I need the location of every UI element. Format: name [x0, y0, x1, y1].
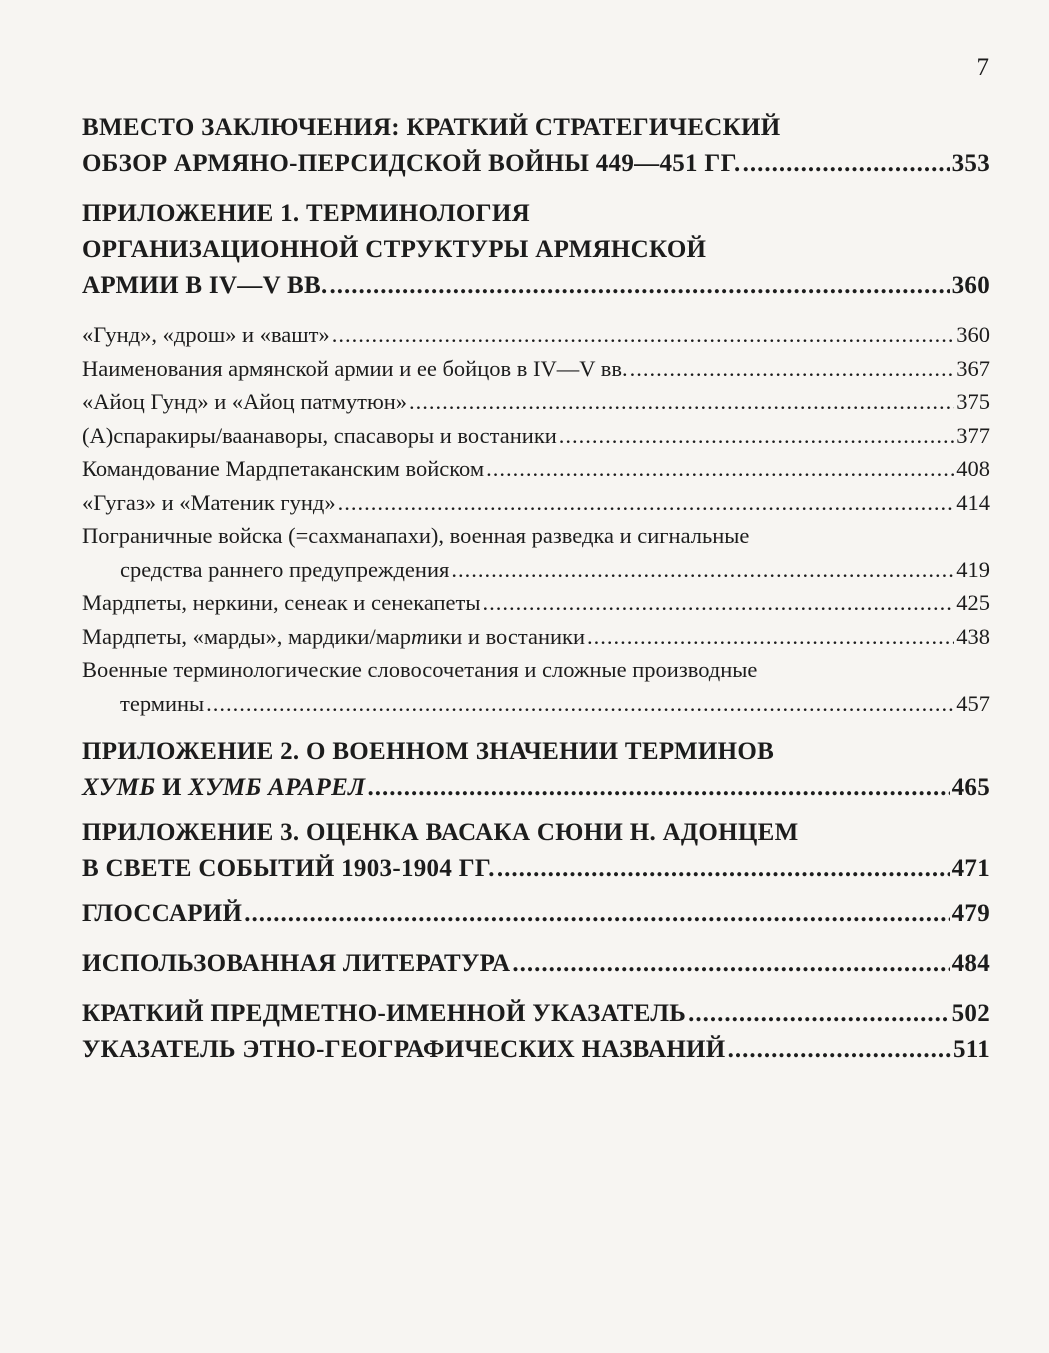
toc-entry-conclusion[interactable] [82, 110, 990, 182]
leader-dots [483, 586, 955, 620]
toc-page-number: 425 [956, 590, 990, 615]
toc-heading-line: ОБЗОР АРМЯНО-ПЕРСИДСКОЙ ВОЙНЫ 449—451 ГГ. [82, 150, 741, 177]
toc-page-number: 414 [956, 489, 990, 515]
toc-subentry-title-cont: термины [120, 690, 205, 716]
toc-subentry[interactable] [82, 452, 990, 486]
leader-dots [559, 419, 954, 453]
toc-entry-appendix-1[interactable] [82, 196, 990, 304]
toc-entry-subject-index[interactable] [82, 996, 990, 1032]
leader-dots [688, 996, 949, 1032]
leader-dots [728, 1032, 951, 1068]
toc-heading-line: ГЛОССАРИЙ [82, 900, 243, 927]
toc-subentry[interactable] [82, 486, 990, 520]
toc-heading-line: ИСПОЛЬЗОВАННАЯ ЛИТЕРАТУРА [82, 950, 511, 977]
toc-subentry-title-cont: средства раннего предупреждения [120, 556, 450, 582]
toc-heading-line: ХУМБ И ХУМБ АРАРЕЛ [82, 774, 366, 801]
toc-subentry[interactable] [82, 419, 990, 453]
leader-dots [451, 553, 954, 587]
toc-subentry-title: Мардпеты, неркини, сенеак и сенекапеты [82, 590, 481, 615]
toc-page-number: 408 [956, 456, 990, 481]
toc-subentry[interactable] [82, 318, 990, 352]
toc-heading-line: ВМЕСТО ЗАКЛЮЧЕНИЯ: КРАТКИЙ СТРАТЕГИЧЕСКИЙ [82, 114, 781, 141]
toc-page-number: 377 [956, 422, 990, 448]
toc-page-number: 484 [951, 950, 990, 977]
toc-subentry[interactable] [82, 620, 990, 654]
toc-subentry[interactable] [82, 586, 990, 620]
toc-subentry-title: (А)спаракиры/ваанаворы, спасаворы и востаники [82, 422, 557, 448]
leader-dots [743, 146, 950, 182]
leader-dots [206, 687, 954, 721]
leader-dots [368, 770, 950, 806]
toc-heading-line: КРАТКИЙ ПРЕДМЕТНО-ИМЕННОЙ УКАЗАТЕЛЬ [82, 1000, 687, 1027]
toc-entry-appendix-3[interactable] [82, 815, 990, 887]
toc-page-number: 479 [951, 900, 990, 927]
toc-subentry-title: Мардпеты, «марды», мардики/мартики и востаники [82, 623, 586, 649]
toc-heading-line: В СВЕТЕ СОБЫТИЙ 1903-1904 ГГ. [82, 855, 495, 882]
leader-dots [409, 385, 954, 419]
toc-page-number: 511 [952, 1036, 990, 1063]
toc-page-number: 360 [956, 322, 990, 347]
toc-heading-line: ПРИЛОЖЕНИЕ 3. ОЦЕНКА ВАСАКА СЮНИ Н. АДОНЦЕМ [82, 819, 799, 846]
toc-entry-literature[interactable] [82, 946, 990, 982]
toc-page-number: 502 [951, 1000, 990, 1027]
leader-dots [330, 268, 950, 304]
toc-page-number: 360 [951, 272, 990, 299]
toc-subentry-title: Командование Мардпетаканским войском [82, 456, 485, 481]
leader-dots [244, 896, 949, 932]
toc-subentry-title: Пограничные войска (=сахманапахи), военная разведка и сигнальные [82, 523, 750, 548]
leader-dots [630, 352, 955, 386]
toc-heading-line: ОРГАНИЗАЦИОННОЙ СТРУКТУРЫ АРМЯНСКОЙ [82, 236, 707, 263]
toc-entry-appendix-2[interactable] [82, 734, 990, 806]
table-of-contents [82, 110, 990, 1068]
toc-page-number: 471 [951, 855, 990, 882]
leader-dots [512, 946, 949, 982]
leader-dots [332, 318, 955, 352]
toc-page-number: 465 [951, 774, 990, 801]
leader-dots [338, 486, 955, 520]
toc-entry-geo-index[interactable] [82, 1032, 990, 1068]
toc-heading-line: УКАЗАТЕЛЬ ЭТНО-ГЕОГРАФИЧЕСКИХ НАЗВАНИЙ [82, 1036, 726, 1063]
toc-subentry-title: «Гунд», «дрош» и «вашт» [82, 322, 330, 347]
toc-page-number: 457 [956, 690, 990, 716]
toc-page-number: 367 [956, 355, 990, 381]
toc-heading-line: АРМИИ В IV—V ВВ. [82, 272, 328, 299]
toc-subentry[interactable] [82, 519, 990, 586]
toc-subentry-title: «Айоц Гунд» и «Айоц патмутюн» [82, 389, 408, 414]
toc-page-number: 353 [951, 150, 990, 177]
toc-subentry-title: «Гугаз» и «Матеник гунд» [82, 489, 336, 515]
toc-subentry[interactable] [82, 352, 990, 386]
page-number: 7 [976, 54, 989, 81]
toc-heading-line: ПРИЛОЖЕНИЕ 1. ТЕРМИНОЛОГИЯ [82, 200, 530, 227]
toc-page-number: 438 [956, 623, 990, 649]
toc-page-number: 375 [956, 389, 990, 414]
leader-dots [587, 620, 954, 654]
leader-dots [486, 452, 954, 486]
toc-subentry[interactable] [82, 385, 990, 419]
toc-heading-line: ПРИЛОЖЕНИЕ 2. О ВОЕННОМ ЗНАЧЕНИИ ТЕРМИНОВ [82, 738, 775, 765]
leader-dots [497, 851, 950, 887]
toc-entry-glossary[interactable] [82, 896, 990, 932]
toc-subentry-title: Наименования армянской армии и ее бойцов в IV—V вв. [82, 355, 628, 381]
toc-subentry-title: Военные терминологические словосочетания и сложные производные [82, 657, 758, 682]
toc-page-number: 419 [956, 556, 990, 582]
toc-subentry[interactable] [82, 653, 990, 720]
